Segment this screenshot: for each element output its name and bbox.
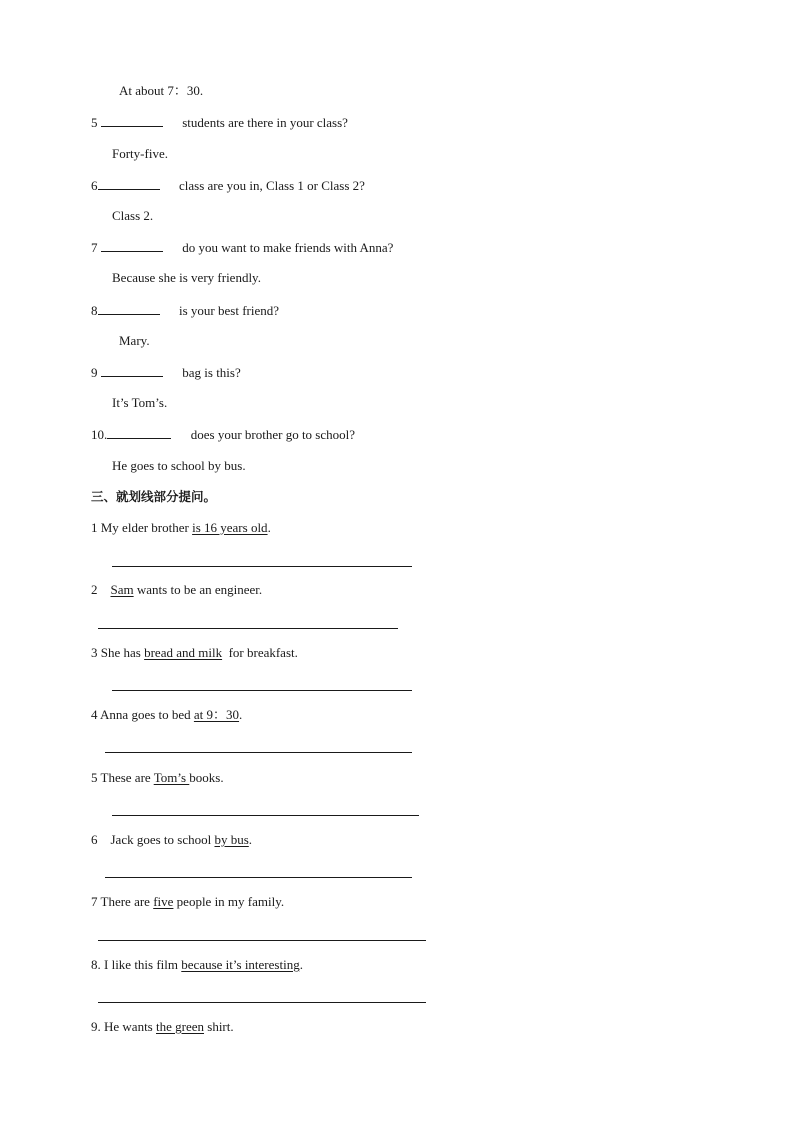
exercise-item-5 [91, 770, 224, 786]
underlined-part: because it’s interesting [181, 957, 300, 972]
answer-line[interactable] [105, 877, 412, 878]
question-9 [91, 364, 241, 381]
item-text: 3 She has [91, 645, 145, 660]
question-text: does your brother go to school? [190, 427, 356, 442]
answer-line[interactable] [105, 752, 412, 753]
question-text: do you want to make friends with Anna? [182, 240, 394, 255]
question-number: 10. [91, 427, 108, 442]
exercise-item-3 [91, 645, 298, 661]
question-number: 8 [91, 303, 98, 318]
item-text: 4 Anna goes to bed [91, 707, 194, 722]
answer-text: Forty-five. [112, 146, 168, 161]
answer-line[interactable] [112, 690, 412, 691]
item-text: . [239, 707, 243, 722]
item-text: 6 Jack goes to school [91, 832, 215, 847]
answer-line[interactable] [98, 628, 398, 629]
item-text: . [248, 832, 253, 847]
answer-line[interactable] [112, 566, 412, 567]
answer-text: Class 2. [112, 208, 154, 223]
answer-text: At about 7：30. [119, 83, 204, 98]
item-text: wants to be an engineer. [133, 582, 263, 597]
underlined-part: by bus [214, 832, 249, 847]
question-10 [91, 426, 355, 443]
item-text: people in my family. [173, 894, 285, 909]
answer-blank[interactable] [101, 239, 163, 252]
underlined-part: Sam [110, 582, 134, 597]
answer-blank[interactable] [101, 364, 163, 377]
answer-text: He goes to school by bus. [112, 458, 246, 473]
item-text: 7 There are [91, 894, 154, 909]
question-number: 7 [91, 240, 101, 255]
item-text: shirt. [204, 1019, 234, 1034]
underlined-part: at 9：30 [193, 707, 240, 722]
question-text: bag is this? [182, 365, 241, 380]
exercise-item-6 [91, 832, 252, 848]
item-text: 2 [91, 582, 111, 597]
question-text: is your best friend? [179, 303, 280, 318]
item-text: 5 These are [91, 770, 154, 785]
underlined-part: five [153, 894, 174, 909]
exercise-item-1 [91, 520, 271, 536]
answer-blank[interactable] [98, 302, 160, 315]
underlined-part: bread and milk [144, 645, 223, 660]
answer-blank[interactable] [98, 177, 160, 190]
question-text: class are you in, Class 1 or Class 2? [179, 178, 365, 193]
question-7 [91, 239, 393, 256]
item-text: 9. He wants [91, 1019, 156, 1034]
item-text: 1 My elder brother [91, 520, 193, 535]
exercise-item-7 [91, 894, 284, 910]
answer-text: Mary. [119, 333, 150, 348]
answer-text: Because she is very friendly. [112, 270, 261, 285]
answer-blank[interactable] [107, 426, 171, 439]
item-text: . [299, 957, 303, 972]
underlined-part: Tom’s [153, 770, 190, 785]
exercise-item-8 [91, 957, 303, 973]
question-number: 6 [91, 178, 98, 193]
question-number: 9 [91, 365, 101, 380]
question-number: 5 [91, 115, 101, 130]
exercise-item-4 [91, 707, 242, 723]
answer-line[interactable] [112, 815, 419, 816]
question-text: students are there in your class? [182, 115, 348, 130]
section-heading: 三、就划线部分提问。 [91, 489, 217, 504]
answer-text: It’s Tom’s. [112, 395, 168, 410]
answer-line[interactable] [98, 1002, 426, 1003]
answer-line[interactable] [98, 940, 426, 941]
item-text: for breakfast. [222, 645, 298, 660]
exercise-item-2 [91, 582, 262, 598]
underlined-part: is 16 years old [192, 520, 268, 535]
answer-blank[interactable] [101, 114, 163, 127]
question-5 [91, 114, 348, 131]
question-6 [91, 177, 365, 194]
item-text: 8. I like this film [91, 957, 182, 972]
item-text: books. [189, 770, 224, 785]
exercise-item-9 [91, 1019, 234, 1035]
question-8 [91, 302, 279, 319]
item-text: . [267, 520, 271, 535]
underlined-part: the green [156, 1019, 205, 1034]
